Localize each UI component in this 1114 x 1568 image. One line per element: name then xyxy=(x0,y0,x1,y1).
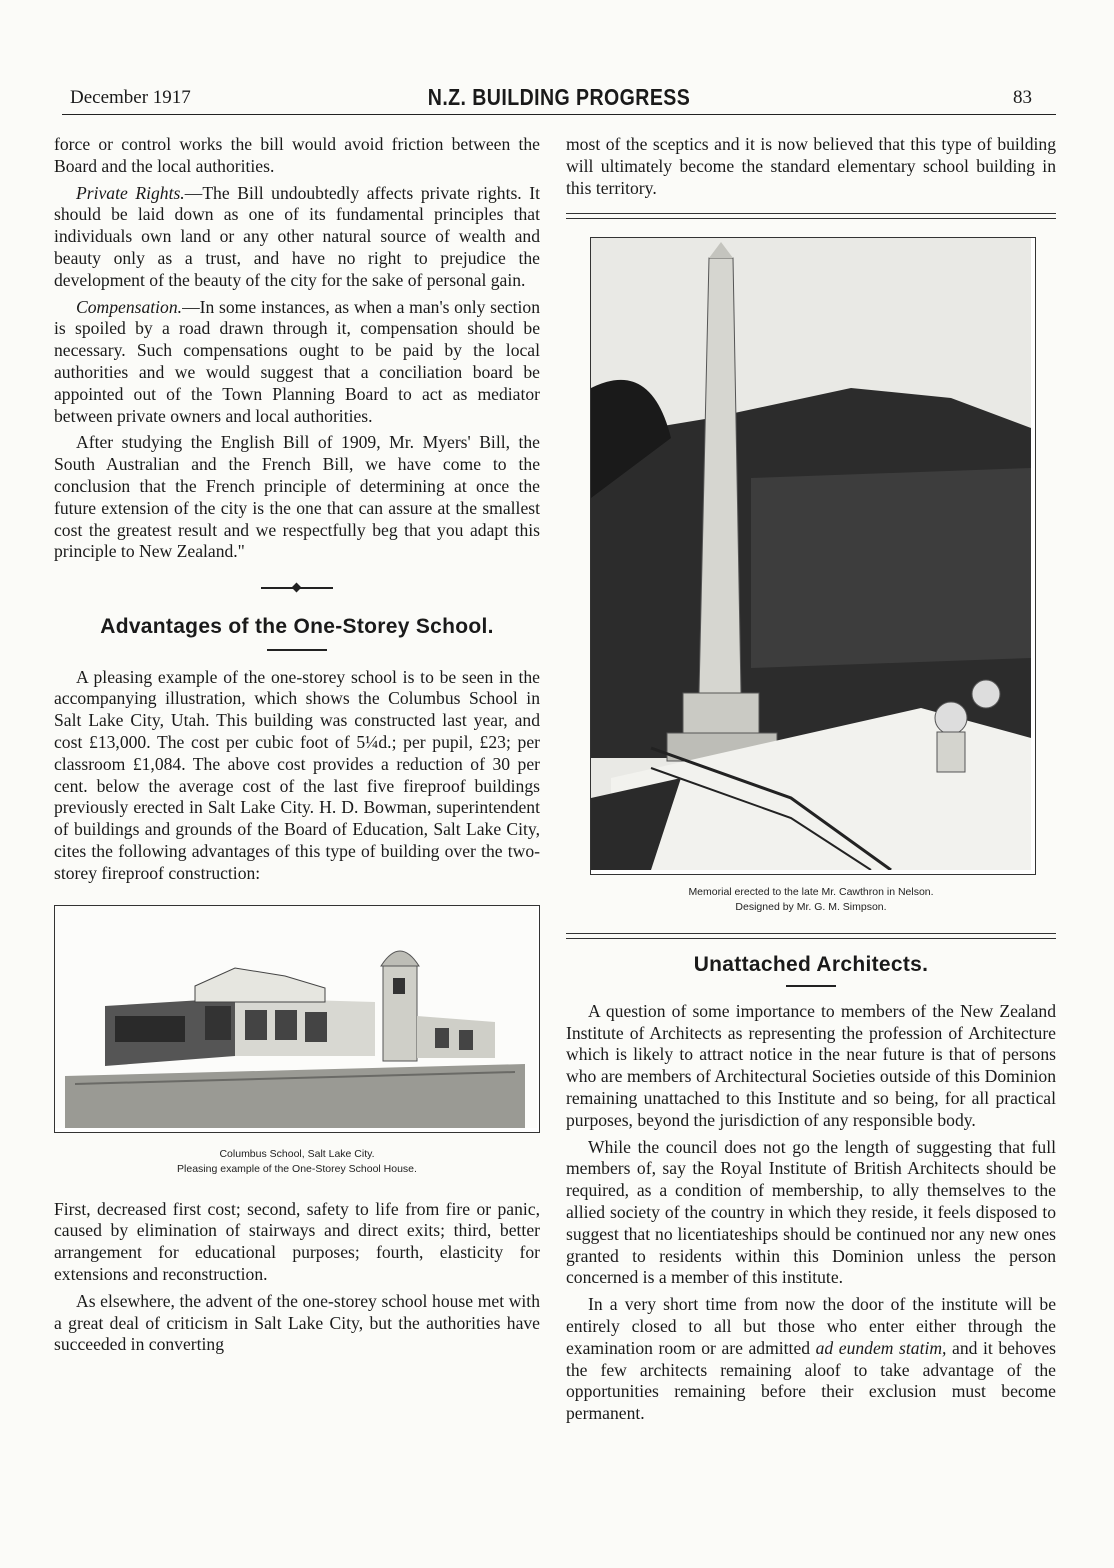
right-column xyxy=(566,134,1056,1425)
memorial-photo xyxy=(590,237,1036,875)
latin-phrase: ad eundem statim, xyxy=(815,1337,947,1358)
paragraph: A pleasing example of the one-storey school is to be seen in the accompanying illustration, which shows the Columbus School in Salt Lake City, Utah. This building was constructed last year, and cost £13,000. The cost per cubic foot of 5¼d.; per pupil, £23; per classroom £1,084. The above cost provides a reduction of 30 per cent. below the average cost of the last five fireproof buildings previously erected in Salt Lake City. H. D. Bowman, superintendent of buildings and grounds of the Board of Education, Salt Lake City, cites the following advantages of this type of building over the two-storey fireproof construction: xyxy=(54,666,540,883)
heading-rule xyxy=(267,649,327,651)
page-header xyxy=(62,84,1056,115)
section-heading: Unattached Architects. xyxy=(693,953,929,977)
paragraph xyxy=(566,1294,1056,1425)
memorial-obelisk-illustration xyxy=(591,238,1031,870)
paragraph: force or control works the bill would avoid friction between the Board and the local authorities. xyxy=(54,134,540,176)
section-rule xyxy=(566,213,1056,219)
paragraph-body: and it behoves the few architects remaining aloof to take advantage of the opportunities remaining before their exclusion must become permanent. xyxy=(566,1337,1056,1424)
paragraph: As elsewhere, the advent of the one-storey school house met with a great deal of criticism in Salt Lake City, but the authorities have succeeded in converting xyxy=(54,1290,540,1355)
paragraph: A question of some importance to members of the New Zealand Institute of Architects as representing the profession of Architecture which is likely to attract notice in the near future is that of persons who are members of Architectural Societies outside of this Dominion remaining unattached to this Institute and so being, for all practical purposes, beyond the jurisdiction of any responsible body. xyxy=(566,1000,1056,1130)
school-photo xyxy=(54,905,540,1133)
paragraph: most of the sceptics and it is now believed that this type of building will ultimately become the standard elementary school building in this territory. xyxy=(566,134,1056,198)
page-number: 83 xyxy=(1013,87,1032,108)
caption-line: Columbus School, Salt Lake City. xyxy=(219,1147,375,1160)
section-rule xyxy=(566,933,1056,939)
paragraph xyxy=(54,297,540,428)
paragraph: While the council does not go the length of suggesting that full members of, say the Royal Institute of British Architects should be required, as a condition of membership, to ally themselves to the allied society of the country in which they reside, it feels disposed to suggest that no licentiateships should be continued nor any new ones granted to residents within this Dominion unless the person concerned is a member of this institute. xyxy=(566,1136,1056,1288)
paragraph-body: —In some instances, as when a man's only section is spoiled by a road drawn through it, compensation should be necessary. Such compensations ought to be paid by the local authorities and we would suggest that a conciliation board be appointed out of the Town Planning Board to act as mediator between private owners and local authorities. xyxy=(54,296,540,426)
paragraph-body: In a very short time from now the door of the institute will be entirely closed to all but those who enter either through the examination room or are admitted xyxy=(566,1294,1056,1358)
paragraph xyxy=(54,183,540,292)
run-in-heading: Private Rights. xyxy=(76,182,185,203)
caption-line: Pleasing example of the One-Storey School House. xyxy=(177,1162,417,1175)
school-building-illustration xyxy=(55,906,537,1128)
caption-line: Designed by Mr. G. M. Simpson. xyxy=(735,901,887,914)
publication-title: N.Z. BUILDING PROGRESS xyxy=(427,84,691,110)
section-heading: Advantages of the One-Storey School. xyxy=(100,615,494,639)
paragraph: First, decreased first cost; second, safety to life from fire or panic, caused by elimination of stairways and direct exits; third, better arrangement for educational purposes; fourth, elasticity for extensions and reconstruction. xyxy=(54,1198,540,1284)
photo-caption xyxy=(54,1147,540,1177)
paragraph-body: —The Bill undoubtedly affects private rights. It should be laid down as one of its fundamental principles that individuals own land or any other natural source of wealth and beauty only as a trust, and have no right to prejudice the development of the beauty of the city for the sake of personal gain. xyxy=(54,182,541,290)
caption-line: Memorial erected to the late Mr. Cawthron in Nelson. xyxy=(688,886,934,899)
heading-rule xyxy=(786,985,836,987)
paragraph: After studying the English Bill of 1909, Mr. Myers' Bill, the South Australian and the French Bill, we have come to the conclusion that the French principle of determining at once the future extension of the city is the one that can assure at the smallest cost the greatest result and we respectfully beg that you adapt this principle to New Zealand." xyxy=(54,432,540,562)
section-divider xyxy=(261,587,333,589)
photo-caption xyxy=(566,885,1056,915)
left-column xyxy=(54,134,540,1356)
issue-date: December 1917 xyxy=(70,87,191,108)
run-in-heading: Compensation. xyxy=(76,296,183,317)
